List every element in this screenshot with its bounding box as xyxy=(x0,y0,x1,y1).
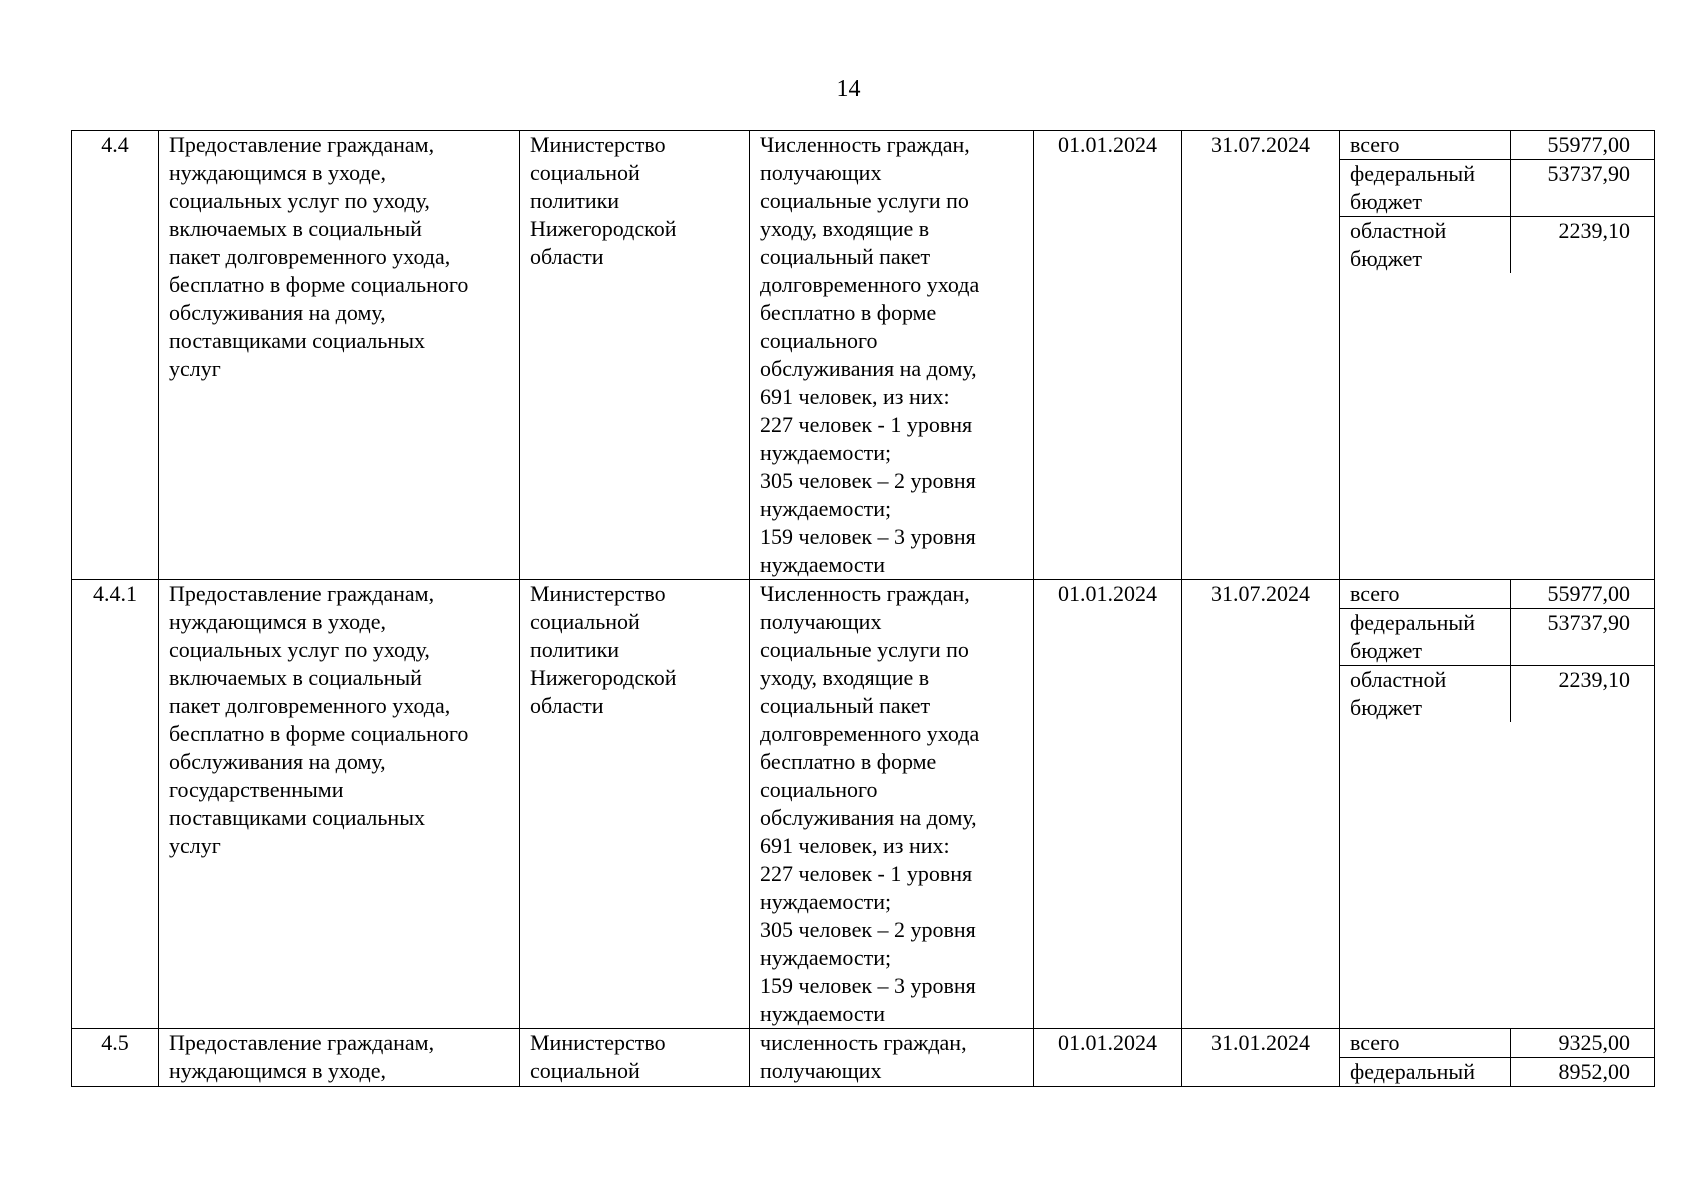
funding-amount: 53737,90 xyxy=(1510,160,1654,217)
funding-source xyxy=(1340,1029,1510,1058)
text-line: получающих xyxy=(760,609,882,634)
item-number-cell: 4.4 xyxy=(72,131,159,580)
text-line: Предоставление гражданам, xyxy=(169,1030,435,1055)
text-line: социальной xyxy=(530,609,640,634)
text-line: получающих xyxy=(760,1058,882,1083)
text-line: нуждающимся в уходе, xyxy=(169,1058,386,1083)
text-line: Министерство xyxy=(530,1030,666,1055)
text-line: бюджет xyxy=(1350,246,1422,271)
text-line: социальные услуги по xyxy=(760,637,969,662)
text-line: обслуживания на дому, xyxy=(760,356,977,381)
text-line: пакет долговременного ухода, xyxy=(169,693,451,718)
text-line: политики xyxy=(530,637,620,662)
funding-source xyxy=(1340,1058,1510,1087)
measure-cell xyxy=(159,580,520,1029)
measure-cell xyxy=(159,1029,520,1087)
executor-cell xyxy=(520,580,750,1029)
indicator-cell xyxy=(750,1029,1034,1087)
funding-source xyxy=(1340,131,1510,160)
start-date-cell: 01.01.2024 xyxy=(1034,580,1182,1029)
text-line: социальной xyxy=(530,1058,640,1083)
funding-cell xyxy=(1340,131,1655,580)
item-number-cell: 4.5 xyxy=(72,1029,159,1087)
text-line: социальный пакет xyxy=(760,693,931,718)
funding-cell xyxy=(1340,580,1655,1029)
text-line: нуждаемости; xyxy=(760,440,892,465)
funding-source xyxy=(1340,666,1510,723)
funding-row xyxy=(1340,1058,1654,1087)
text-line: области xyxy=(530,244,604,269)
text-line: политики xyxy=(530,188,620,213)
text-line: 227 человек - 1 уровня xyxy=(760,861,973,886)
start-date-cell: 01.01.2024 xyxy=(1034,131,1182,580)
text-line: 159 человек – 3 уровня xyxy=(760,973,976,998)
text-line: Предоставление гражданам, xyxy=(169,581,435,606)
funding-row xyxy=(1340,131,1654,160)
text-line: социального xyxy=(760,777,878,802)
funding-cell xyxy=(1340,1029,1655,1087)
table-row xyxy=(72,580,1655,1029)
funding-row xyxy=(1340,217,1654,274)
funding-row xyxy=(1340,666,1654,723)
text-line: 691 человек, из них: xyxy=(760,833,950,858)
text-line: 691 человек, из них: xyxy=(760,384,950,409)
text-line: Предоставление гражданам, xyxy=(169,132,435,157)
funding-table xyxy=(1340,131,1654,273)
measure-cell xyxy=(159,131,520,580)
funding-amount: 8952,00 xyxy=(1510,1058,1654,1087)
text-line: нуждаемости xyxy=(760,1001,886,1026)
text-line: области xyxy=(530,693,604,718)
funding-source xyxy=(1340,160,1510,217)
text-line: бесплатно в форме социального xyxy=(169,721,469,746)
table-row xyxy=(72,1029,1655,1087)
text-line: услуг xyxy=(169,833,221,858)
text-line: всего xyxy=(1350,1030,1400,1055)
executor-cell xyxy=(520,1029,750,1087)
text-line: бюджет xyxy=(1350,695,1422,720)
text-line: пакет долговременного ухода, xyxy=(169,244,451,269)
text-line: нуждаемости; xyxy=(760,496,892,521)
text-line: всего xyxy=(1350,581,1400,606)
indicator-cell xyxy=(750,131,1034,580)
funding-amount: 55977,00 xyxy=(1510,580,1654,609)
funding-amount: 53737,90 xyxy=(1510,609,1654,666)
funding-source xyxy=(1340,217,1510,274)
text-line: бюджет xyxy=(1350,638,1422,663)
funding-source xyxy=(1340,580,1510,609)
start-date-cell: 01.01.2024 xyxy=(1034,1029,1182,1087)
text-line: нуждаемости; xyxy=(760,945,892,970)
end-date-cell: 31.01.2024 xyxy=(1182,1029,1340,1087)
funding-amount: 2239,10 xyxy=(1510,666,1654,723)
text-line: бесплатно в форме xyxy=(760,300,937,325)
text-line: 305 человек – 2 уровня xyxy=(760,917,976,942)
table-row xyxy=(72,131,1655,580)
text-line: нуждаемости; xyxy=(760,889,892,914)
end-date-cell: 31.07.2024 xyxy=(1182,580,1340,1029)
text-line: долговременного ухода xyxy=(760,721,980,746)
text-line: обслуживания на дому, xyxy=(760,805,977,830)
text-line: федеральный xyxy=(1350,161,1475,186)
text-line: включаемых в социальный xyxy=(169,665,422,690)
text-line: 227 человек - 1 уровня xyxy=(760,412,973,437)
funding-row xyxy=(1340,609,1654,666)
text-line: долговременного ухода xyxy=(760,272,980,297)
text-line: Министерство xyxy=(530,132,666,157)
text-line: Численность граждан, xyxy=(760,581,970,606)
funding-row xyxy=(1340,580,1654,609)
funding-table xyxy=(1340,580,1654,722)
text-line: социального xyxy=(760,328,878,353)
funding-amount: 2239,10 xyxy=(1510,217,1654,274)
text-line: Численность граждан, xyxy=(760,132,970,157)
text-line: обслуживания на дому, xyxy=(169,749,386,774)
funding-source xyxy=(1340,609,1510,666)
text-line: государственными xyxy=(169,777,344,802)
text-line: федеральный xyxy=(1350,610,1475,635)
text-line: услуг xyxy=(169,356,221,381)
text-line: поставщиками социальных xyxy=(169,328,425,353)
indicator-cell xyxy=(750,580,1034,1029)
executor-cell xyxy=(520,131,750,580)
text-line: федеральный xyxy=(1350,1059,1475,1084)
funding-row xyxy=(1340,160,1654,217)
end-date-cell: 31.07.2024 xyxy=(1182,131,1340,580)
text-line: нуждающимся в уходе, xyxy=(169,160,386,185)
funding-amount: 55977,00 xyxy=(1510,131,1654,160)
text-line: уходу, входящие в xyxy=(760,216,930,241)
funding-amount: 9325,00 xyxy=(1510,1029,1654,1058)
text-line: Министерство xyxy=(530,581,666,606)
text-line: 159 человек – 3 уровня xyxy=(760,524,976,549)
text-line: социальные услуги по xyxy=(760,188,969,213)
funding-row xyxy=(1340,1029,1654,1058)
text-line: социальный пакет xyxy=(760,244,931,269)
text-line: Нижегородской xyxy=(530,665,677,690)
text-line: нуждаемости xyxy=(760,552,886,577)
text-line: социальных услуг по уходу, xyxy=(169,637,430,662)
text-line: областной xyxy=(1350,218,1447,243)
text-line: включаемых в социальный xyxy=(169,216,422,241)
text-line: областной xyxy=(1350,667,1447,692)
text-line: численность граждан, xyxy=(760,1030,967,1055)
text-line: бесплатно в форме социального xyxy=(169,272,469,297)
page-number: 14 xyxy=(836,76,861,102)
text-line: нуждающимся в уходе, xyxy=(169,609,386,634)
measures-table xyxy=(71,130,1655,1087)
text-line: уходу, входящие в xyxy=(760,665,930,690)
text-line: социальной xyxy=(530,160,640,185)
text-line: обслуживания на дому, xyxy=(169,300,386,325)
text-line: бюджет xyxy=(1350,189,1422,214)
text-line: всего xyxy=(1350,132,1400,157)
text-line: получающих xyxy=(760,160,882,185)
text-line: бесплатно в форме xyxy=(760,749,937,774)
funding-table xyxy=(1340,1029,1654,1086)
text-line: поставщиками социальных xyxy=(169,805,425,830)
text-line: 305 человек – 2 уровня xyxy=(760,468,976,493)
item-number-cell: 4.4.1 xyxy=(72,580,159,1029)
text-line: социальных услуг по уходу, xyxy=(169,188,430,213)
text-line: Нижегородской xyxy=(530,216,677,241)
